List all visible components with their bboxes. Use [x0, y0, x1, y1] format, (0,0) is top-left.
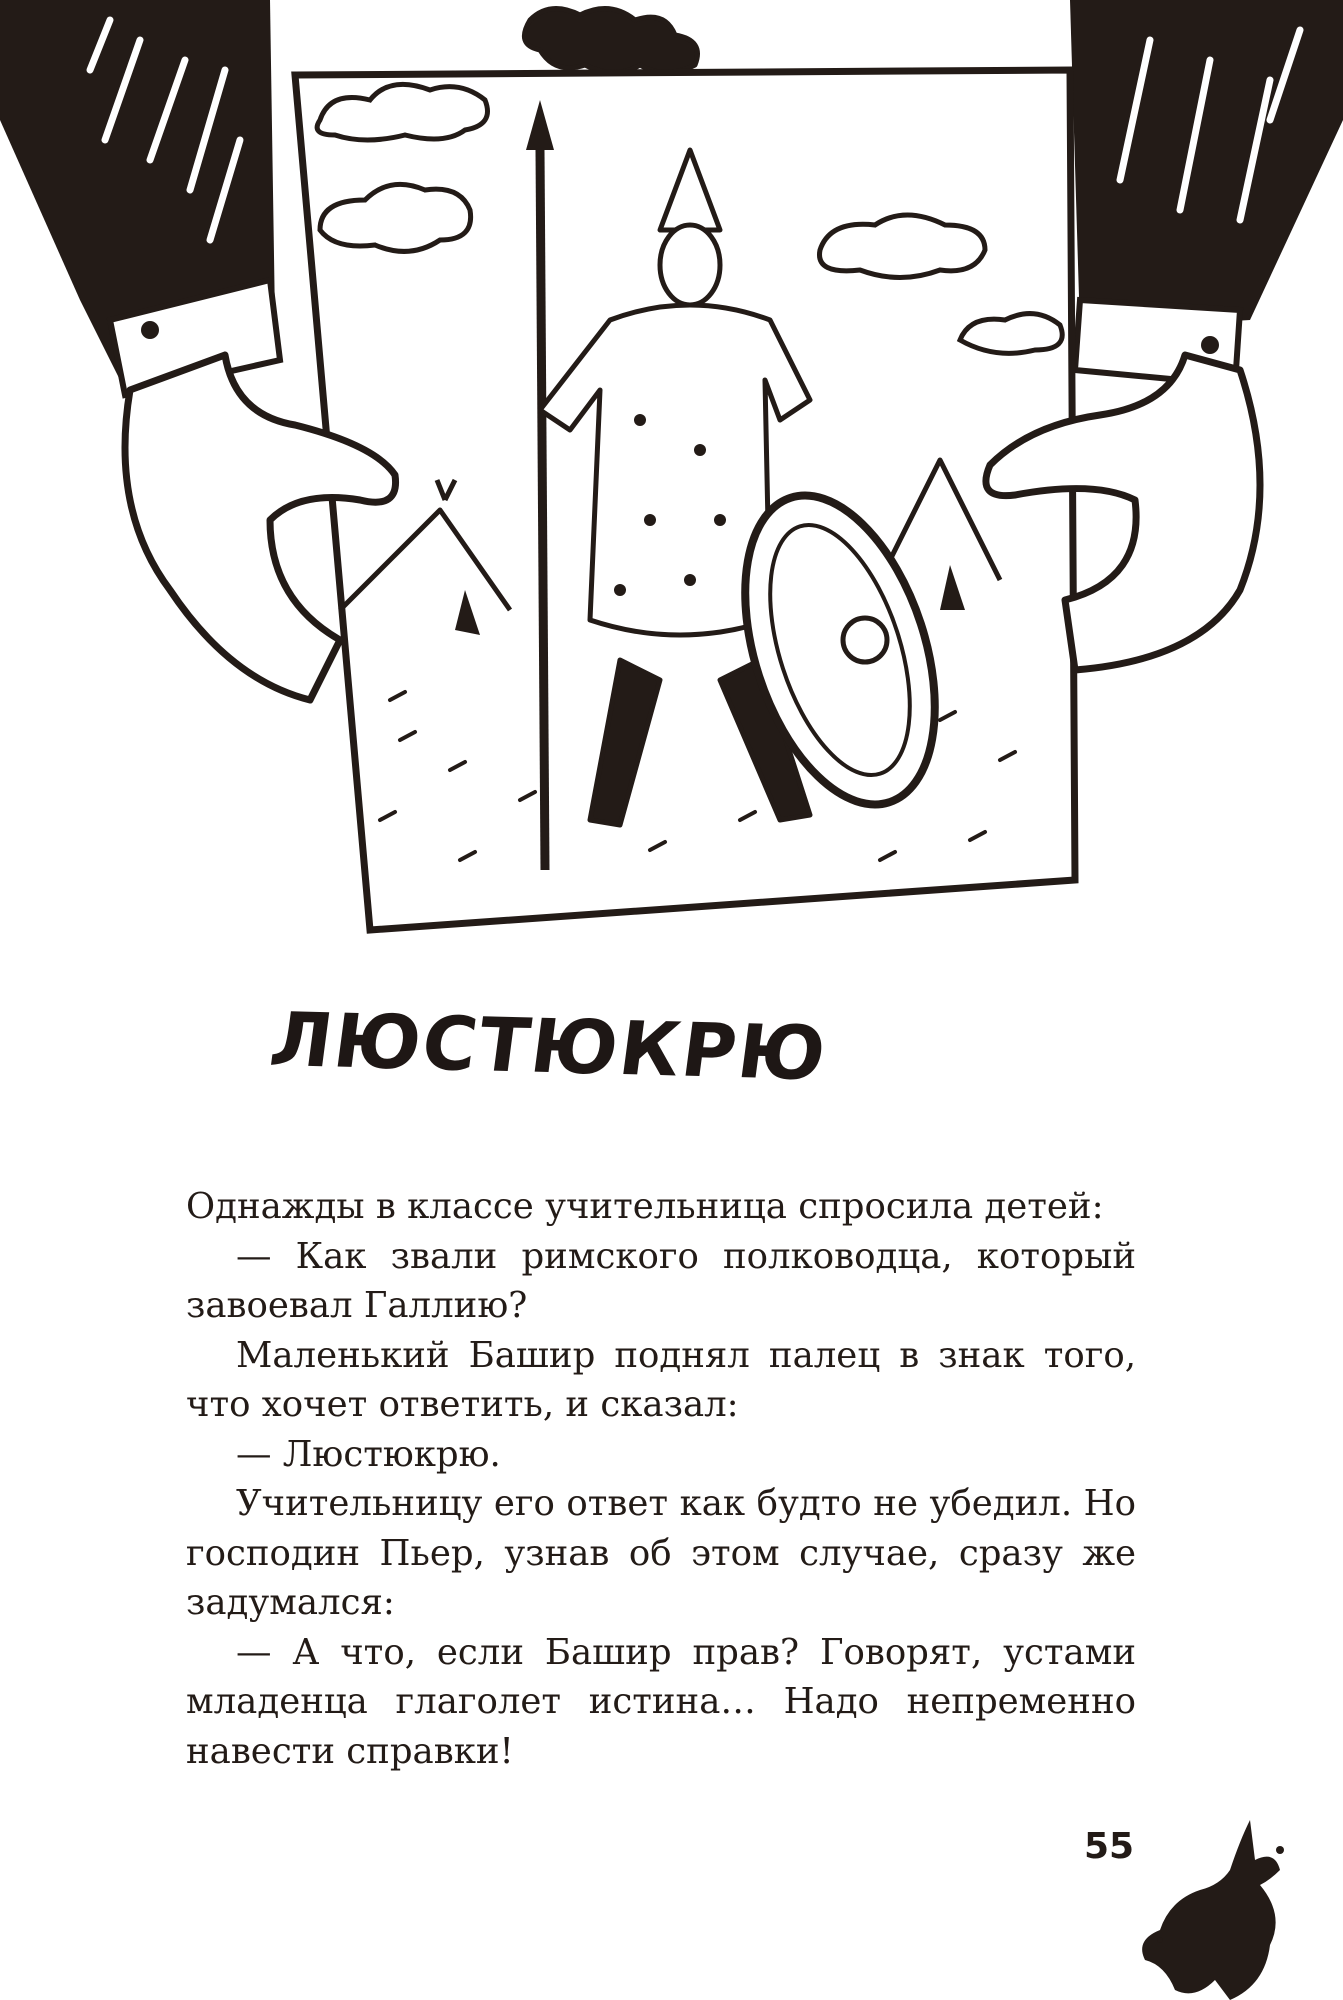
story-paragraph: Однажды в классе учительница спросила детей: — [186, 1186, 1104, 1227]
right-sleeve — [1070, 0, 1343, 330]
story-paragraph: — Люстюкрю. — [236, 1433, 501, 1475]
story-paragraph: Учительницу его ответ как будто не убедил. Но господин Пьер, узнав об этом случае, сразу же задумался: — [186, 1483, 1136, 1623]
story-paragraph: — Как звали римского полководца, который завоевал Галлию? — [186, 1235, 1136, 1326]
story-text — [186, 1182, 1136, 1776]
story-paragraph: Маленький Башир поднял палец в знак того, что хочет ответить, и сказал: — [186, 1334, 1136, 1425]
chapter-title: ЛЮСТЮКРЮ — [265, 996, 833, 1098]
page-number: 55 — [1084, 1826, 1135, 1867]
story-paragraph: — А что, если Башир прав? Говорят, устами младенца глаголет истина… Надо непременно навести справки! — [186, 1631, 1136, 1772]
ink-blot-icon — [1140, 1820, 1290, 2000]
chapter-illustration — [0, 0, 1343, 960]
